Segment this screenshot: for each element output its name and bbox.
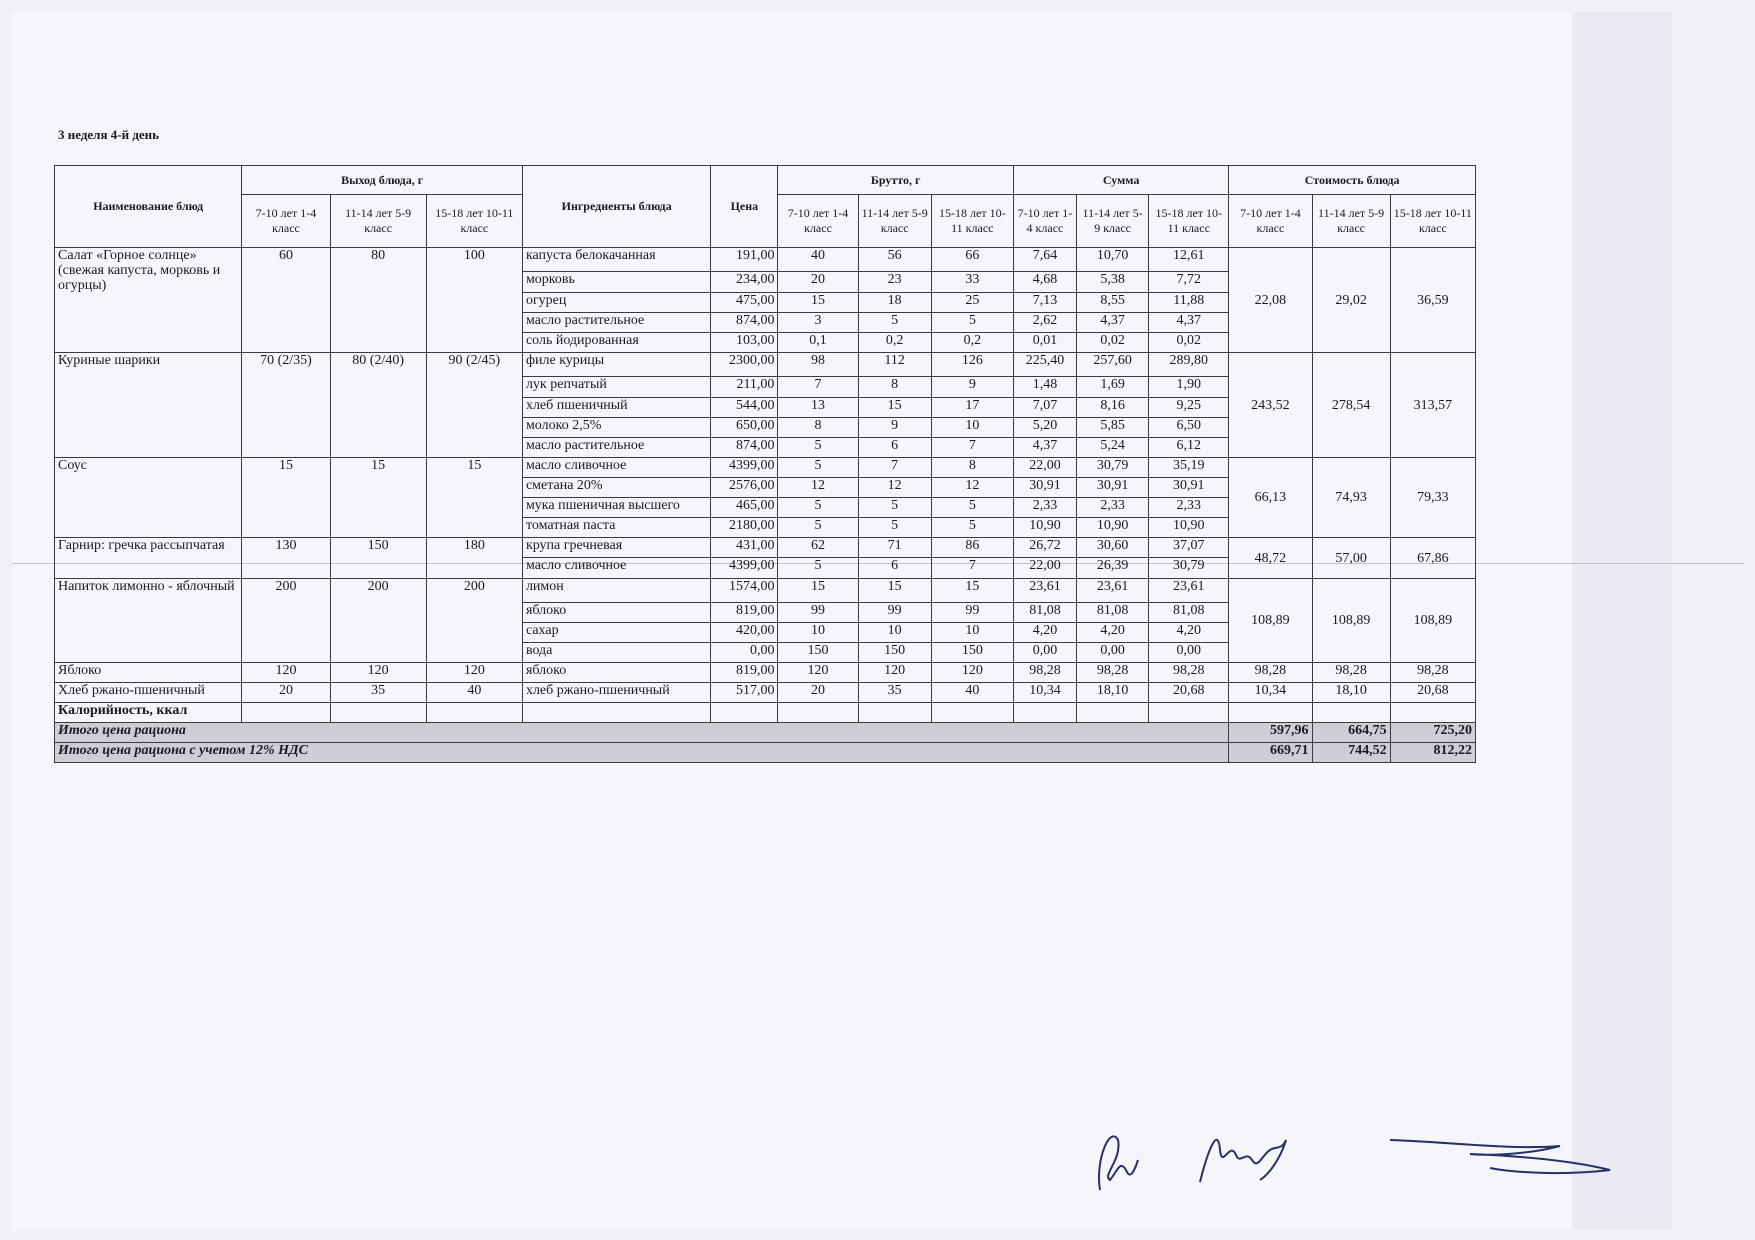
dish-cost: 278,54 xyxy=(1312,353,1390,458)
header-yield-group: 11-14 лет 5-9 класс xyxy=(330,195,426,248)
dish-yield: 120 xyxy=(242,663,330,683)
ingredient-gross: 5 xyxy=(778,518,858,538)
ingredient-sum: 4,20 xyxy=(1077,623,1149,643)
ingredient-sum: 26,39 xyxy=(1077,558,1149,579)
ingredient-name: крупа гречневая xyxy=(522,538,710,558)
ingredient-name: масло растительное xyxy=(522,313,710,333)
signatures xyxy=(1090,1120,1710,1200)
ingredient-sum: 9,25 xyxy=(1149,398,1229,418)
ingredient-name: лимон xyxy=(522,579,710,603)
dish-name: Соус xyxy=(55,458,242,538)
ingredient-gross: 150 xyxy=(778,643,858,663)
ingredient-sum: 22,00 xyxy=(1013,458,1076,478)
dish-cost: 57,00 xyxy=(1312,538,1390,579)
dish-yield: 60 xyxy=(242,248,330,353)
ingredient-sum: 23,61 xyxy=(1013,579,1076,603)
ingredient-sum: 4,37 xyxy=(1077,313,1149,333)
ingredient-sum: 4,37 xyxy=(1013,438,1076,458)
ingredient-gross: 40 xyxy=(778,248,858,272)
dish-cost: 66,13 xyxy=(1229,458,1312,538)
ingredient-row xyxy=(55,683,1476,703)
ingredient-gross: 98 xyxy=(778,353,858,377)
dish-cost: 67,86 xyxy=(1390,538,1475,579)
ingredient-sum: 10,34 xyxy=(1013,683,1076,703)
ingredient-sum: 10,70 xyxy=(1077,248,1149,272)
ingredient-sum: 10,90 xyxy=(1149,518,1229,538)
ingredient-row xyxy=(55,353,1476,377)
dish-cost: 108,89 xyxy=(1229,579,1312,663)
total-row xyxy=(55,723,1476,743)
total-vat-value: 744,52 xyxy=(1312,743,1390,763)
ingredient-gross: 12 xyxy=(931,478,1013,498)
dish-yield: 35 xyxy=(330,683,426,703)
header-price: Цена xyxy=(711,166,778,248)
dish-cost: 18,10 xyxy=(1312,683,1390,703)
ingredient-sum: 26,72 xyxy=(1013,538,1076,558)
ingredient-gross: 5 xyxy=(778,498,858,518)
ingredient-sum: 0,00 xyxy=(1149,643,1229,663)
header-ingredients: Ингредиенты блюда xyxy=(522,166,710,248)
ingredient-sum: 98,28 xyxy=(1077,663,1149,683)
ingredient-sum: 5,85 xyxy=(1077,418,1149,438)
total-vat-label: Итого цена рациона с учетом 12% НДС xyxy=(55,743,1229,763)
ingredient-gross: 18 xyxy=(858,293,931,313)
dish-name: Хлеб ржано-пшеничный xyxy=(55,683,242,703)
ingredient-price: 191,00 xyxy=(711,248,778,272)
ingredient-sum: 1,48 xyxy=(1013,377,1076,398)
ingredient-gross: 9 xyxy=(931,377,1013,398)
ingredient-gross: 15 xyxy=(931,579,1013,603)
ingredient-sum: 23,61 xyxy=(1077,579,1149,603)
header-yield-group: 15-18 лет 10-11 класс xyxy=(426,195,522,248)
ingredient-sum: 12,61 xyxy=(1149,248,1229,272)
ingredient-sum: 0,00 xyxy=(1013,643,1076,663)
ingredient-price: 465,00 xyxy=(711,498,778,518)
ingredient-sum: 7,72 xyxy=(1149,272,1229,293)
dish-name: Гарнир: гречка рассыпчатая xyxy=(55,538,242,579)
dish-cost: 79,33 xyxy=(1390,458,1475,538)
ingredient-gross: 10 xyxy=(931,623,1013,643)
ingredient-price: 819,00 xyxy=(711,603,778,623)
ingredient-sum: 10,90 xyxy=(1077,518,1149,538)
ingredient-row xyxy=(55,579,1476,603)
total-value: 725,20 xyxy=(1390,723,1475,743)
ingredient-gross: 3 xyxy=(778,313,858,333)
ingredient-name: капуста белокачанная xyxy=(522,248,710,272)
ingredient-gross: 7 xyxy=(931,438,1013,458)
total-vat-value: 812,22 xyxy=(1390,743,1475,763)
ingredient-name: масло растительное xyxy=(522,438,710,458)
dish-yield: 130 xyxy=(242,538,330,579)
ingredient-gross: 99 xyxy=(931,603,1013,623)
ingredient-gross: 10 xyxy=(858,623,931,643)
ingredient-name: молоко 2,5% xyxy=(522,418,710,438)
dish-yield: 80 (2/40) xyxy=(330,353,426,458)
ingredient-price: 211,00 xyxy=(711,377,778,398)
ingredient-name: соль йодированная xyxy=(522,333,710,353)
header-sum-group: 15-18 лет 10-11 класс xyxy=(1149,195,1229,248)
ingredient-gross: 99 xyxy=(778,603,858,623)
header-sum-group: 11-14 лет 5-9 класс xyxy=(1077,195,1149,248)
ingredient-sum: 289,80 xyxy=(1149,353,1229,377)
dish-yield: 40 xyxy=(426,683,522,703)
dish-cost: 20,68 xyxy=(1390,683,1475,703)
ingredient-sum: 4,37 xyxy=(1149,313,1229,333)
header-yield-group: 7-10 лет 1-4 класс xyxy=(242,195,330,248)
ingredient-name: масло сливочное xyxy=(522,558,710,579)
dish-yield: 15 xyxy=(330,458,426,538)
dish-cost: 243,52 xyxy=(1229,353,1312,458)
ingredient-gross: 6 xyxy=(858,438,931,458)
dish-yield: 150 xyxy=(330,538,426,579)
ingredient-sum: 4,20 xyxy=(1013,623,1076,643)
ingredient-sum: 2,33 xyxy=(1077,498,1149,518)
ingredient-price: 420,00 xyxy=(711,623,778,643)
dish-cost: 48,72 xyxy=(1229,538,1312,579)
dish-yield: 100 xyxy=(426,248,522,353)
ingredient-gross: 56 xyxy=(858,248,931,272)
ingredient-gross: 10 xyxy=(778,623,858,643)
header-gross-group: 7-10 лет 1-4 класс xyxy=(778,195,858,248)
ingredient-name: мука пшеничная высшего xyxy=(522,498,710,518)
header-dish-name: Наименование блюд xyxy=(55,166,242,248)
ingredient-row xyxy=(55,663,1476,683)
ingredient-gross: 6 xyxy=(858,558,931,579)
ingredient-sum: 2,33 xyxy=(1013,498,1076,518)
ingredient-sum: 18,10 xyxy=(1077,683,1149,703)
ingredient-gross: 7 xyxy=(858,458,931,478)
ingredient-price: 103,00 xyxy=(711,333,778,353)
ingredient-price: 4399,00 xyxy=(711,458,778,478)
dish-name: Напиток лимонно - яблочный xyxy=(55,579,242,663)
dish-yield: 20 xyxy=(242,683,330,703)
ingredient-gross: 40 xyxy=(931,683,1013,703)
ingredient-sum: 37,07 xyxy=(1149,538,1229,558)
dish-cost: 108,89 xyxy=(1312,579,1390,663)
ingredient-sum: 81,08 xyxy=(1149,603,1229,623)
ingredient-sum: 35,19 xyxy=(1149,458,1229,478)
dish-cost: 10,34 xyxy=(1229,683,1312,703)
header-cost-group: 7-10 лет 1-4 класс xyxy=(1229,195,1312,248)
ingredient-sum: 10,90 xyxy=(1013,518,1076,538)
ingredient-price: 2180,00 xyxy=(711,518,778,538)
total-value: 597,96 xyxy=(1229,723,1312,743)
ingredient-sum: 7,13 xyxy=(1013,293,1076,313)
dish-yield: 180 xyxy=(426,538,522,579)
ingredient-sum: 5,20 xyxy=(1013,418,1076,438)
ingredient-gross: 5 xyxy=(778,438,858,458)
ingredient-gross: 5 xyxy=(778,458,858,478)
ingredient-gross: 150 xyxy=(931,643,1013,663)
dish-name: Куриные шарики xyxy=(55,353,242,458)
ingredient-price: 650,00 xyxy=(711,418,778,438)
ingredient-sum: 7,64 xyxy=(1013,248,1076,272)
page-title: 3 неделя 4-й день xyxy=(58,127,160,142)
ingredient-sum: 225,40 xyxy=(1013,353,1076,377)
dish-yield: 200 xyxy=(426,579,522,663)
ingredient-sum: 81,08 xyxy=(1077,603,1149,623)
ingredient-name: хлеб пшеничный xyxy=(522,398,710,418)
dish-cost: 98,28 xyxy=(1390,663,1475,683)
ingredient-sum: 22,00 xyxy=(1013,558,1076,579)
ingredient-name: масло сливочное xyxy=(522,458,710,478)
ingredient-sum: 81,08 xyxy=(1013,603,1076,623)
ingredient-sum: 20,68 xyxy=(1149,683,1229,703)
ingredient-sum: 6,50 xyxy=(1149,418,1229,438)
dish-cost: 29,02 xyxy=(1312,248,1390,353)
ingredient-gross: 66 xyxy=(931,248,1013,272)
ingredient-price: 2300,00 xyxy=(711,353,778,377)
ingredient-sum: 98,28 xyxy=(1149,663,1229,683)
ingredient-gross: 86 xyxy=(931,538,1013,558)
ingredient-sum: 1,69 xyxy=(1077,377,1149,398)
header-cost-group: 15-18 лет 10-11 класс xyxy=(1390,195,1475,248)
ingredient-price: 517,00 xyxy=(711,683,778,703)
header-gross-group: 11-14 лет 5-9 класс xyxy=(858,195,931,248)
dish-name: Салат «Горное солнце» (свежая капуста, морковь и огурцы) xyxy=(55,248,242,353)
total-value: 664,75 xyxy=(1312,723,1390,743)
dish-name: Яблоко xyxy=(55,663,242,683)
ingredient-sum: 30,79 xyxy=(1077,458,1149,478)
ingredient-gross: 15 xyxy=(778,579,858,603)
ingredient-sum: 2,62 xyxy=(1013,313,1076,333)
ingredient-gross: 150 xyxy=(858,643,931,663)
ingredient-sum: 23,61 xyxy=(1149,579,1229,603)
ingredient-gross: 5 xyxy=(931,518,1013,538)
ingredient-name: вода xyxy=(522,643,710,663)
ingredient-price: 234,00 xyxy=(711,272,778,293)
ingredient-gross: 12 xyxy=(778,478,858,498)
ingredient-gross: 5 xyxy=(931,313,1013,333)
dish-cost: 36,59 xyxy=(1390,248,1475,353)
dish-cost: 108,89 xyxy=(1390,579,1475,663)
ingredient-name: сахар xyxy=(522,623,710,643)
dish-yield: 15 xyxy=(242,458,330,538)
ingredient-sum: 1,90 xyxy=(1149,377,1229,398)
ingredient-sum: 30,91 xyxy=(1149,478,1229,498)
ingredient-gross: 25 xyxy=(931,293,1013,313)
ingredient-gross: 120 xyxy=(778,663,858,683)
ingredient-gross: 0,2 xyxy=(858,333,931,353)
menu-cost-table xyxy=(54,165,1476,763)
ingredient-price: 874,00 xyxy=(711,313,778,333)
ingredient-sum: 257,60 xyxy=(1077,353,1149,377)
ingredient-gross: 15 xyxy=(858,398,931,418)
header-sum-group: 7-10 лет 1-4 класс xyxy=(1013,195,1076,248)
dish-yield: 200 xyxy=(242,579,330,663)
ingredient-sum: 30,91 xyxy=(1013,478,1076,498)
ingredient-gross: 12 xyxy=(858,478,931,498)
ingredient-gross: 15 xyxy=(858,579,931,603)
ingredient-sum: 98,28 xyxy=(1013,663,1076,683)
ingredient-gross: 8 xyxy=(931,458,1013,478)
ingredient-gross: 5 xyxy=(858,313,931,333)
ingredient-gross: 8 xyxy=(778,418,858,438)
ingredient-gross: 7 xyxy=(931,558,1013,579)
ingredient-price: 431,00 xyxy=(711,538,778,558)
header-gross-group: 15-18 лет 10-11 класс xyxy=(931,195,1013,248)
ingredient-price: 2576,00 xyxy=(711,478,778,498)
ingredient-sum: 11,88 xyxy=(1149,293,1229,313)
ingredient-price: 475,00 xyxy=(711,293,778,313)
ingredient-sum: 5,24 xyxy=(1077,438,1149,458)
ingredient-name: огурец xyxy=(522,293,710,313)
dish-yield: 120 xyxy=(426,663,522,683)
header-dish-cost: Стоимость блюда xyxy=(1229,166,1476,195)
dish-cost: 98,28 xyxy=(1229,663,1312,683)
dish-yield: 80 xyxy=(330,248,426,353)
dish-cost: 74,93 xyxy=(1312,458,1390,538)
ingredient-price: 1574,00 xyxy=(711,579,778,603)
ingredient-sum: 6,12 xyxy=(1149,438,1229,458)
calorie-label: Калорийность, ккал xyxy=(55,703,242,723)
ingredient-name: хлеб ржано-пшеничный xyxy=(522,683,710,703)
ingredient-gross: 112 xyxy=(858,353,931,377)
dish-cost: 98,28 xyxy=(1312,663,1390,683)
ingredient-gross: 120 xyxy=(858,663,931,683)
ingredient-gross: 15 xyxy=(778,293,858,313)
ingredient-gross: 7 xyxy=(778,377,858,398)
ingredient-price: 4399,00 xyxy=(711,558,778,579)
ingredient-gross: 0,2 xyxy=(931,333,1013,353)
total-vat-row xyxy=(55,743,1476,763)
ingredient-sum: 0,02 xyxy=(1149,333,1229,353)
dish-yield: 15 xyxy=(426,458,522,538)
ingredient-gross: 126 xyxy=(931,353,1013,377)
ingredient-sum: 4,20 xyxy=(1149,623,1229,643)
ingredient-price: 819,00 xyxy=(711,663,778,683)
ingredient-price: 0,00 xyxy=(711,643,778,663)
header-sum: Сумма xyxy=(1013,166,1228,195)
header-yield: Выход блюда, г xyxy=(242,166,523,195)
total-vat-value: 669,71 xyxy=(1229,743,1312,763)
ingredient-sum: 5,38 xyxy=(1077,272,1149,293)
ingredient-price: 874,00 xyxy=(711,438,778,458)
ingredient-gross: 99 xyxy=(858,603,931,623)
ingredient-gross: 9 xyxy=(858,418,931,438)
ingredient-name: морковь xyxy=(522,272,710,293)
ingredient-gross: 33 xyxy=(931,272,1013,293)
ingredient-sum: 30,79 xyxy=(1149,558,1229,579)
ingredient-name: яблоко xyxy=(522,603,710,623)
ingredient-row xyxy=(55,538,1476,558)
ingredient-name: лук репчатый xyxy=(522,377,710,398)
ingredient-sum: 2,33 xyxy=(1149,498,1229,518)
ingredient-sum: 7,07 xyxy=(1013,398,1076,418)
scan-shadow xyxy=(1572,12,1672,1230)
ingredient-gross: 71 xyxy=(858,538,931,558)
ingredient-row xyxy=(55,458,1476,478)
ingredient-row xyxy=(55,248,1476,272)
ingredient-gross: 23 xyxy=(858,272,931,293)
ingredient-sum: 0,00 xyxy=(1077,643,1149,663)
dish-yield: 200 xyxy=(330,579,426,663)
ingredient-gross: 5 xyxy=(858,498,931,518)
ingredient-sum: 8,55 xyxy=(1077,293,1149,313)
ingredient-gross: 8 xyxy=(858,377,931,398)
ingredient-gross: 120 xyxy=(931,663,1013,683)
ingredient-sum: 0,01 xyxy=(1013,333,1076,353)
dish-yield: 90 (2/45) xyxy=(426,353,522,458)
ingredient-name: томатная паста xyxy=(522,518,710,538)
calorie-row xyxy=(55,703,1476,723)
header-gross: Брутто, г xyxy=(778,166,1013,195)
ingredient-sum: 4,68 xyxy=(1013,272,1076,293)
ingredient-gross: 5 xyxy=(778,558,858,579)
dish-cost: 313,57 xyxy=(1390,353,1475,458)
dish-yield: 120 xyxy=(330,663,426,683)
dish-cost: 22,08 xyxy=(1229,248,1312,353)
ingredient-gross: 35 xyxy=(858,683,931,703)
ingredient-name: яблоко xyxy=(522,663,710,683)
ingredient-gross: 5 xyxy=(858,518,931,538)
header-cost-group: 11-14 лет 5-9 класс xyxy=(1312,195,1390,248)
ingredient-sum: 0,02 xyxy=(1077,333,1149,353)
ingredient-name: сметана 20% xyxy=(522,478,710,498)
ingredient-gross: 20 xyxy=(778,683,858,703)
ingredient-sum: 8,16 xyxy=(1077,398,1149,418)
ingredient-price: 544,00 xyxy=(711,398,778,418)
dish-yield: 70 (2/35) xyxy=(242,353,330,458)
ingredient-gross: 17 xyxy=(931,398,1013,418)
ingredient-sum: 30,60 xyxy=(1077,538,1149,558)
ingredient-gross: 13 xyxy=(778,398,858,418)
ingredient-gross: 62 xyxy=(778,538,858,558)
ingredient-gross: 5 xyxy=(931,498,1013,518)
ingredient-name: филе курицы xyxy=(522,353,710,377)
ingredient-gross: 0,1 xyxy=(778,333,858,353)
ingredient-sum: 30,91 xyxy=(1077,478,1149,498)
ingredient-gross: 10 xyxy=(931,418,1013,438)
total-label: Итого цена рациона xyxy=(55,723,1229,743)
ingredient-gross: 20 xyxy=(778,272,858,293)
